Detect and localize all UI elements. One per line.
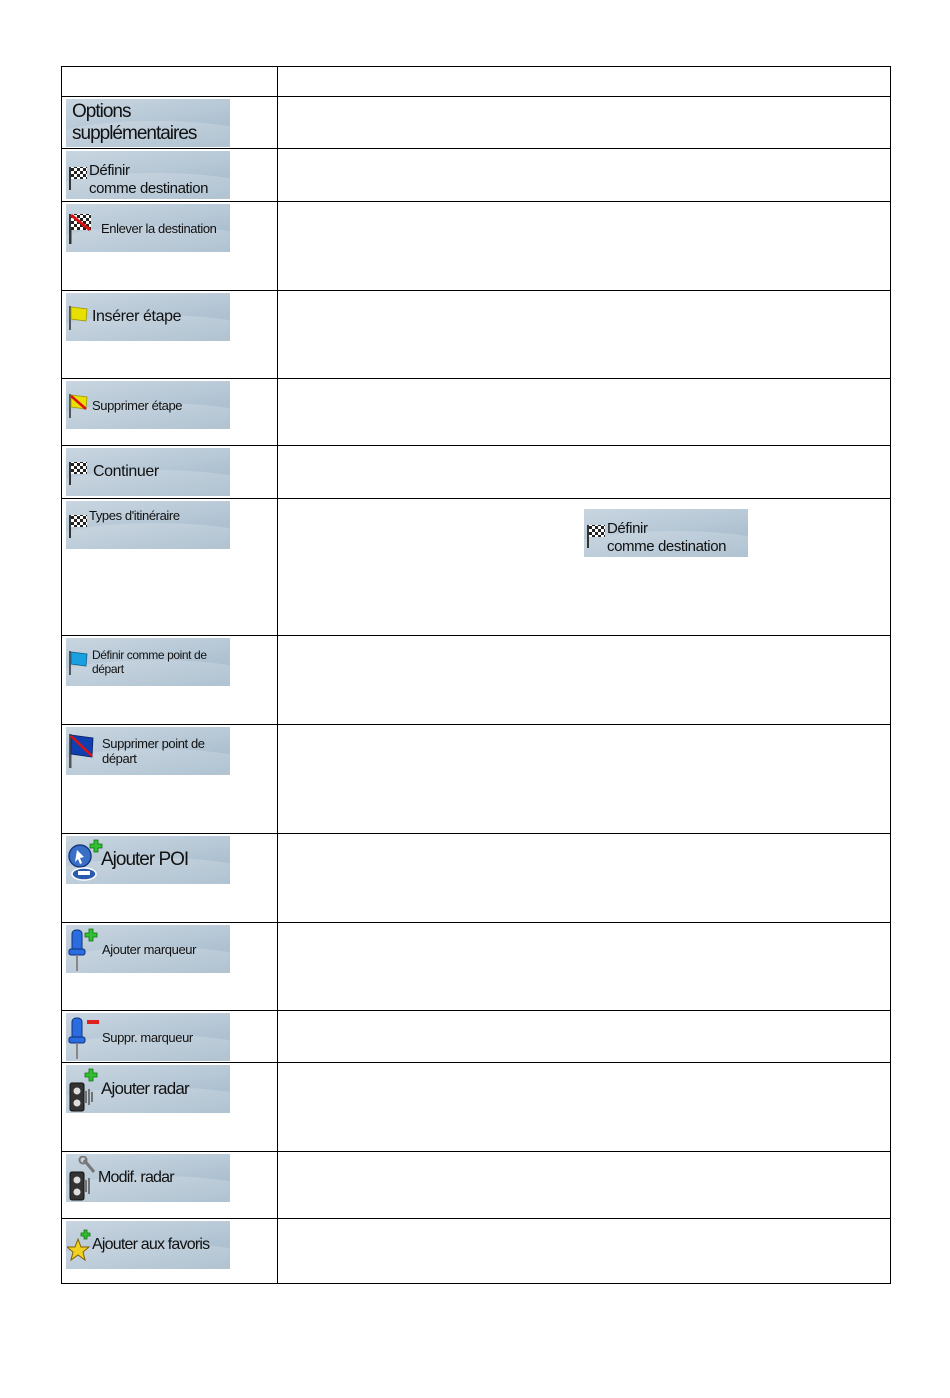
header-cell-description bbox=[278, 67, 891, 97]
blue-flag-remove-icon bbox=[68, 733, 96, 769]
table-row bbox=[62, 499, 891, 636]
checkered-flag-icon bbox=[586, 523, 606, 549]
button-cell bbox=[62, 1063, 278, 1152]
description-cell bbox=[278, 446, 891, 499]
table-row bbox=[62, 97, 891, 149]
description-cell bbox=[278, 379, 891, 446]
button-label: Ajouter radar bbox=[101, 1079, 189, 1098]
delete-waypoint-button[interactable] bbox=[66, 381, 230, 429]
add-speed-camera-button[interactable] bbox=[66, 1065, 230, 1113]
button-cell bbox=[62, 149, 278, 202]
add-speed-camera-icon bbox=[67, 1067, 101, 1113]
description-cell bbox=[278, 149, 891, 202]
button-label: Ajouter POI bbox=[101, 849, 189, 870]
description-cell bbox=[278, 1219, 891, 1284]
button-label: Enlever la destination bbox=[101, 220, 217, 236]
description-cell bbox=[278, 499, 891, 636]
checkered-flag-remove-icon bbox=[68, 212, 94, 246]
button-label-line2: comme destination bbox=[89, 180, 209, 197]
add-poi-button[interactable] bbox=[66, 836, 230, 884]
button-label: Supprimer étape bbox=[92, 397, 183, 413]
add-to-favorites-button[interactable] bbox=[66, 1221, 230, 1269]
button-cell bbox=[62, 725, 278, 834]
button-cell bbox=[62, 923, 278, 1011]
header-cell-button bbox=[62, 67, 278, 97]
description-cell bbox=[278, 834, 891, 923]
more-options-button[interactable] bbox=[66, 99, 230, 147]
add-poi-icon bbox=[67, 838, 103, 882]
table-row bbox=[62, 149, 891, 202]
description-cell bbox=[278, 923, 891, 1011]
button-cell bbox=[62, 499, 278, 636]
table-header-row bbox=[62, 67, 891, 97]
table-row bbox=[62, 834, 891, 923]
table-row bbox=[62, 636, 891, 725]
button-cell bbox=[62, 291, 278, 379]
remove-pin-icon bbox=[67, 1015, 101, 1061]
set-as-start-point-button[interactable] bbox=[66, 638, 230, 686]
button-label: Options supplémentaires bbox=[72, 101, 197, 144]
checkered-flag-icon bbox=[68, 513, 88, 539]
button-label-line1: Définir bbox=[607, 520, 648, 537]
table-row bbox=[62, 1152, 891, 1219]
button-cell bbox=[62, 834, 278, 923]
button-cell bbox=[62, 97, 278, 149]
button-cell bbox=[62, 379, 278, 446]
button-cell bbox=[62, 202, 278, 291]
table-row bbox=[62, 1219, 891, 1284]
description-cell bbox=[278, 1063, 891, 1152]
button-label: Continuer bbox=[93, 463, 159, 480]
button-label-line1: Définir bbox=[89, 162, 130, 179]
description-cell bbox=[278, 97, 891, 149]
description-cell bbox=[278, 1011, 891, 1063]
add-favorite-star-icon bbox=[67, 1229, 95, 1265]
delete-start-point-button[interactable] bbox=[66, 727, 230, 775]
table-row bbox=[62, 379, 891, 446]
button-label-line2: comme destination bbox=[607, 538, 727, 555]
yellow-flag-icon bbox=[68, 305, 90, 331]
table-row bbox=[62, 923, 891, 1011]
button-label: Ajouter aux favoris bbox=[92, 1236, 210, 1253]
button-label: Supprimer point de départ bbox=[102, 736, 205, 766]
button-label: Modif. radar bbox=[98, 1169, 174, 1186]
description-cell bbox=[278, 202, 891, 291]
add-pin-icon bbox=[67, 927, 101, 973]
button-cell bbox=[62, 1152, 278, 1219]
remove-destination-button[interactable] bbox=[66, 204, 230, 252]
button-label: Ajouter marqueur bbox=[102, 941, 197, 957]
description-cell bbox=[278, 291, 891, 379]
table-row bbox=[62, 1011, 891, 1063]
button-cell bbox=[62, 1219, 278, 1284]
table-row bbox=[62, 291, 891, 379]
edit-speed-camera-button[interactable] bbox=[66, 1154, 230, 1202]
description-cell bbox=[278, 636, 891, 725]
table-row bbox=[62, 1063, 891, 1152]
button-label: Définir comme point de départ bbox=[92, 648, 207, 676]
continue-button[interactable] bbox=[66, 448, 230, 496]
blue-flag-icon bbox=[68, 650, 90, 676]
description-cell bbox=[278, 1152, 891, 1219]
button-cell bbox=[62, 1011, 278, 1063]
set-as-destination-button[interactable] bbox=[66, 151, 230, 199]
edit-speed-camera-icon bbox=[67, 1156, 101, 1202]
button-label: Insérer étape bbox=[92, 308, 182, 325]
button-cell bbox=[62, 446, 278, 499]
feature-table bbox=[61, 66, 891, 1284]
table-row bbox=[62, 202, 891, 291]
route-types-button[interactable] bbox=[66, 501, 230, 549]
checkered-flag-icon bbox=[68, 460, 88, 486]
button-label: Types d'itinéraire bbox=[89, 507, 180, 523]
table-row bbox=[62, 725, 891, 834]
inline-set-as-destination-button[interactable] bbox=[584, 509, 748, 557]
yellow-flag-remove-icon bbox=[68, 393, 90, 419]
description-cell bbox=[278, 725, 891, 834]
insert-waypoint-button[interactable] bbox=[66, 293, 230, 341]
add-marker-button[interactable] bbox=[66, 925, 230, 973]
checkered-flag-icon bbox=[68, 165, 88, 191]
button-cell bbox=[62, 636, 278, 725]
table-row bbox=[62, 446, 891, 499]
delete-marker-button[interactable] bbox=[66, 1013, 230, 1061]
button-label: Suppr. marqueur bbox=[102, 1029, 193, 1045]
